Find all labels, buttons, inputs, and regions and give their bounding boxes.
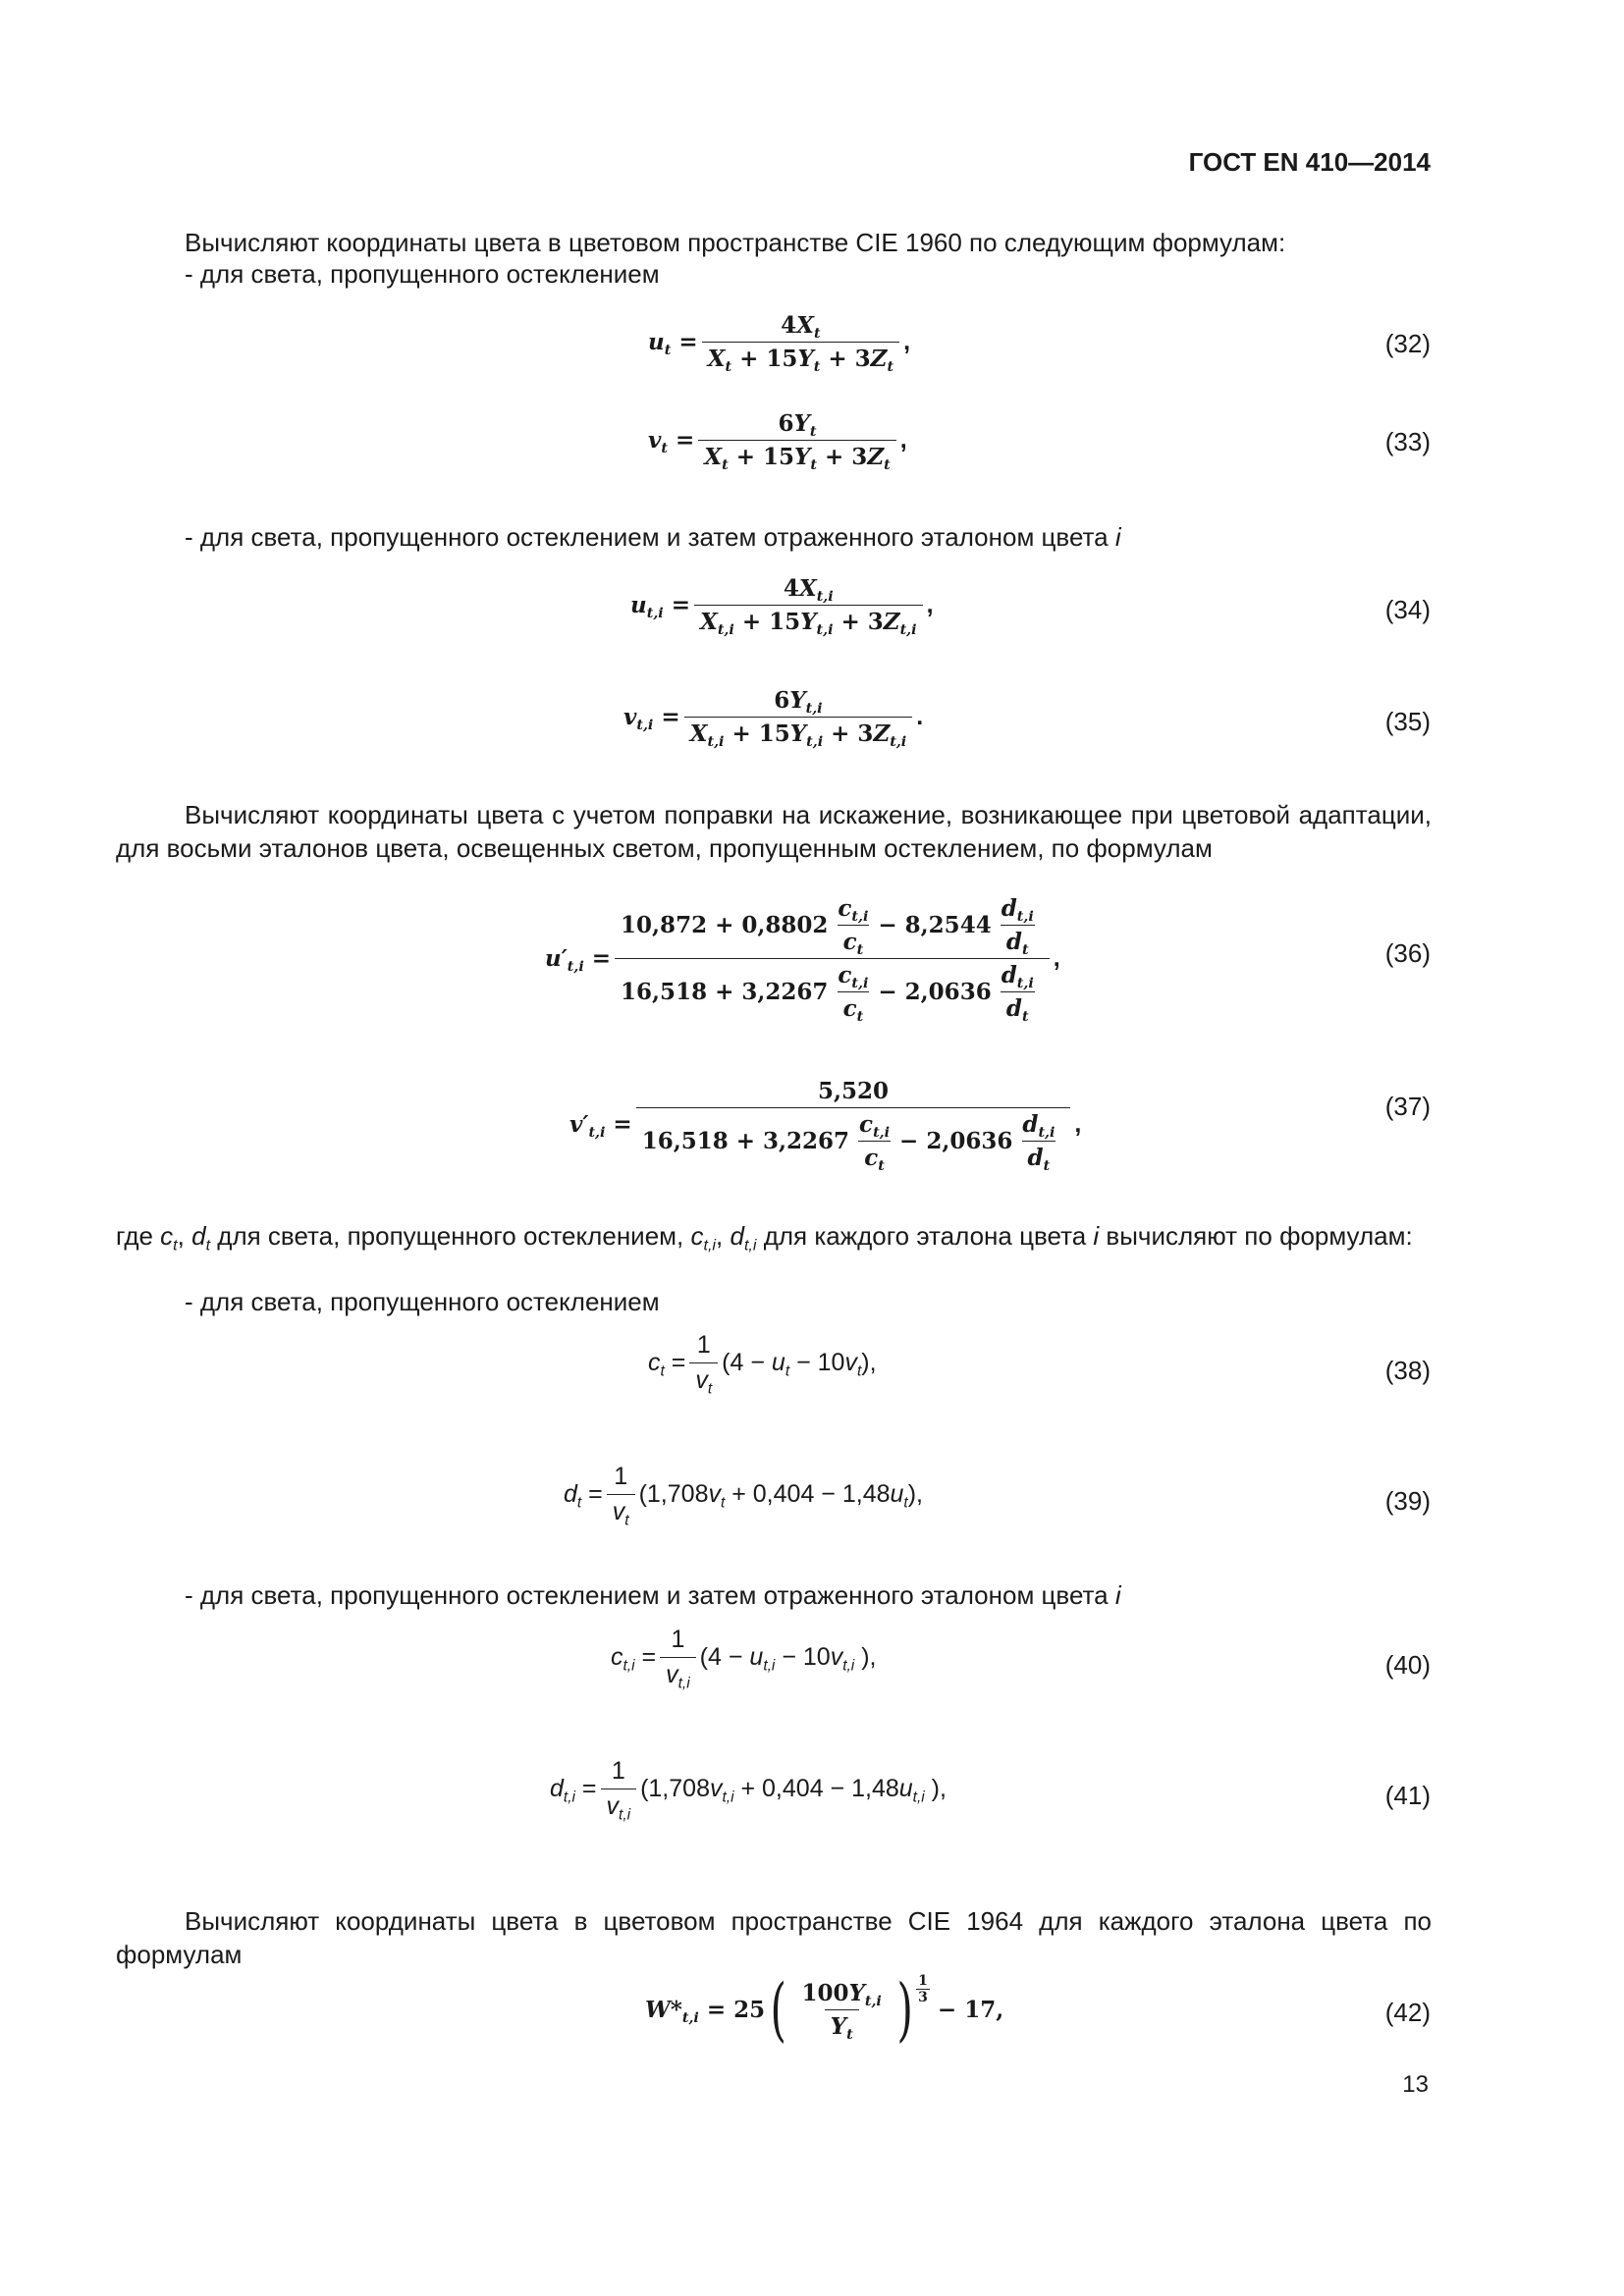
equation-number-35: (35)	[1384, 707, 1431, 736]
page-number: 13	[1402, 2071, 1429, 2098]
const-20636: 2,0636	[904, 979, 992, 1005]
equation-number-39: (39)	[1384, 1486, 1431, 1516]
bullet-transmitted-light-2: - для света, пропущенного остеклением	[185, 1287, 660, 1316]
const-08802: 0,8802	[741, 912, 829, 938]
formula-41: $d_{t,i}$ = $\frac{1}{v_{t,i}}$ ($1,708v_{t,i} + 0,404 - 1,48u_{t,i}$ ),	[550, 1757, 947, 1824]
where-text-a: для света, пропущенного остеклением,	[210, 1221, 691, 1251]
const-32267-b: 3,2267	[763, 1128, 850, 1154]
const-100: 100	[801, 1979, 849, 2006]
const-0404-b: 0,404	[762, 1775, 824, 1802]
equation-number-42: (42)	[1384, 1998, 1431, 2027]
bullet-transmitted-light: - для света, пропущенного остеклением	[185, 259, 660, 289]
formula-36: $u'_{t,i}$ = 10,872 + 0,8802 $\frac{c_{t,i}}{c_t}$ − 8,2544 $\frac{d_{t,i}}{d_t}$ 16,518 + 3,2267 $\frac{c_{t,i}}{c_t}$ − 2,0636 $\frac{d_{t,i}}{d_t}$ ,	[545, 895, 1060, 1025]
variable-i-2: i	[1114, 1580, 1121, 1610]
equation-number-33: (33)	[1384, 427, 1431, 456]
bullet-text: - для света, пропущенного остеклением и затем отраженного эталоном цвета	[185, 522, 1115, 552]
const-32267: 3,2267	[741, 979, 829, 1005]
where-text-b: для каждого эталона цвета	[756, 1221, 1094, 1251]
const-148: 1,48	[841, 1480, 891, 1508]
paragraph-cie1960-intro: Вычисляют координаты цвета в цветовом пространстве CIE 1960 по следующим формулам:	[185, 228, 1286, 257]
bullet-text-2: - для света, пропущенного остеклением и затем отраженного эталоном цвета	[185, 1580, 1115, 1610]
formula-34: $u_{t,i}$ = $\frac{4X_{t,i}}{X_{t,i} + 15Y_{t,i} + 3Z_{t,i}}$ ,	[630, 575, 934, 638]
formula-42: $W*_{t,i} = 25$ ( $\frac{100Y_{t,i}}{Y_t}$ ) 1 3 − 17,	[645, 1969, 1004, 2050]
const-148-b: 1,48	[851, 1775, 899, 1802]
formula-35: $v_{t,i}$ = $\frac{6Y_{t,i}}{X_{t,i} + 15Y_{t,i} + 3Z_{t,i}}$ .	[623, 687, 924, 750]
const-82544: 8,2544	[904, 912, 992, 938]
equation-number-37: (37)	[1384, 1092, 1431, 1121]
paragraph-where: где $c_t$, $d_t$ для света, пропущенного остеклением, $c_{t,i}$, $d_{t,i}$ для каждого эталона цвета i вычисляют по формулам:	[116, 1221, 1413, 1255]
formula-32: $u_t$ = $\frac{4X_t}{X_t + 15Y_t + 3Z_t}$ ,	[648, 312, 911, 375]
equation-number-32: (32)	[1384, 329, 1431, 358]
where-label: где	[116, 1221, 161, 1251]
bullet-transmitted-reflected-light	[185, 522, 1121, 553]
formula-38: $c_t$ = $\frac{1}{v_t}$ $(4 - u_t - 10v_t)$,	[648, 1331, 877, 1398]
formula-33: $v_t$ = $\frac{6Y_t}{X_t + 15Y_t + 3Z_t}$ ,	[648, 410, 907, 473]
equation-number-38: (38)	[1384, 1356, 1431, 1385]
const-17: 17	[964, 1996, 997, 2023]
paragraph-cie1964: Вычисляют координаты цвета в цветовом пространстве CIE 1964 для каждого эталона цвета по формулам	[116, 1906, 1432, 1969]
const-10872: 10,872	[621, 912, 708, 938]
paragraph-adaptation: Вычисляют координаты цвета с учетом поправки на искажение, возникающее при цветовой адаптации, для восьми эталонов цвета, освещенных светом, пропущенным остеклением, по формулам	[116, 800, 1432, 863]
document-header: ГОСТ EN 410—2014	[1188, 147, 1431, 177]
equation-number-40: (40)	[1384, 1650, 1431, 1680]
const-16518: 16,518	[621, 979, 708, 1005]
const-0404: 0,404	[752, 1480, 815, 1508]
equation-number-34: (34)	[1384, 595, 1431, 624]
bullet-transmitted-reflected-light-2	[185, 1580, 1121, 1611]
equation-number-41: (41)	[1384, 1781, 1431, 1810]
const-1708: 1,708	[646, 1480, 709, 1508]
variable-i: i	[1114, 522, 1121, 552]
formula-39: $d_t$ = $\frac{1}{v_t}$ $(1,708v_t + 0,404 - 1,48u_t)$,	[564, 1463, 924, 1529]
where-text-c: вычисляют по формулам:	[1099, 1221, 1413, 1251]
const-5520: 5,520	[818, 1078, 890, 1104]
const-20636-b: 2,0636	[926, 1128, 1013, 1154]
const-16518-b: 16,518	[641, 1128, 729, 1154]
formula-37: $v'_{t,i}$ = 5,520 16,518 + 3,2267 $\frac{c_{t,i}}{c_t}$ − 2,0636 $\frac{d_{t,i}}{d_t}$ ,	[569, 1078, 1082, 1174]
formula-40: $c_{t,i}$ = $\frac{1}{v_{t,i}}$ ($4 - u_{t,i} - 10v_{t,i}$ ),	[611, 1626, 877, 1692]
const-25: 25	[733, 1996, 766, 2023]
equation-number-36: (36)	[1384, 938, 1431, 968]
const-1708-b: 1,708	[648, 1775, 710, 1802]
